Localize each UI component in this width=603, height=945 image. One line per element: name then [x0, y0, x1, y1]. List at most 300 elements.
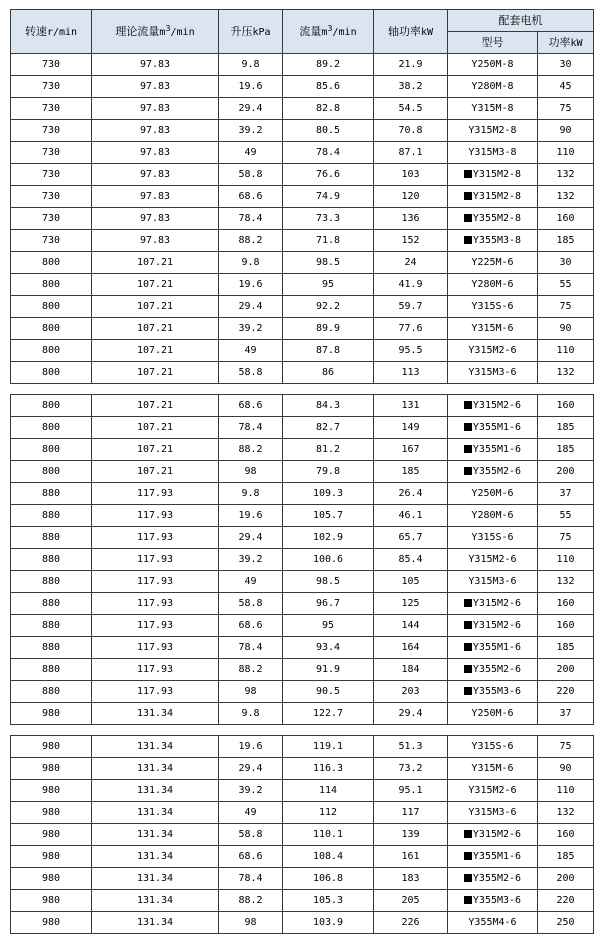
cell-pressure: 39.2: [219, 318, 283, 340]
cell-motor-model: [448, 758, 538, 780]
cell-theoretical-flow: 97.83: [92, 164, 219, 186]
table-row: [11, 417, 594, 439]
motor-model-text: Y315M-8: [471, 102, 514, 114]
cell-motor-model: [448, 296, 538, 318]
cell-speed: 800: [11, 296, 92, 318]
cell-pressure: 9.8: [219, 252, 283, 274]
cell-pressure: 98: [219, 461, 283, 483]
motor-model-text: Y355M2-6: [472, 872, 522, 884]
cell-flow: 106.8: [283, 868, 374, 890]
cell-speed: 880: [11, 659, 92, 681]
cell-theoretical-flow: 97.83: [92, 120, 219, 142]
motor-model-text: Y250M-6: [471, 707, 514, 719]
cell-motor-power: 185: [538, 846, 594, 868]
table-row: [11, 549, 594, 571]
cell-motor-model: [448, 98, 538, 120]
cell-pressure: 9.8: [219, 483, 283, 505]
cell-flow: 103.9: [283, 912, 374, 934]
cell-shaft-power: 70.8: [374, 120, 448, 142]
cell-shaft-power: 73.2: [374, 758, 448, 780]
motor-model-text: Y355M4-6: [468, 916, 517, 928]
cell-shaft-power: 167: [374, 439, 448, 461]
cell-speed: 980: [11, 890, 92, 912]
cell-speed: 730: [11, 98, 92, 120]
cell-speed: 980: [11, 703, 92, 725]
motor-model-text: Y355M3-6: [472, 894, 522, 906]
cell-speed: 880: [11, 527, 92, 549]
table-row: [11, 120, 594, 142]
cell-speed: 880: [11, 505, 92, 527]
cell-flow: 79.8: [283, 461, 374, 483]
cell-motor-model: [448, 912, 538, 934]
cell-motor-model: [448, 637, 538, 659]
cell-speed: 730: [11, 164, 92, 186]
cell-motor-model: [448, 461, 538, 483]
black-square-marker-icon: [464, 214, 472, 222]
table-row: [11, 758, 594, 780]
motor-model-text: Y315M2-8: [472, 190, 522, 202]
table-row: [11, 824, 594, 846]
table-row: [11, 681, 594, 703]
cell-flow: 110.1: [283, 824, 374, 846]
table-row: [11, 296, 594, 318]
cell-theoretical-flow: 97.83: [92, 76, 219, 98]
cell-speed: 980: [11, 736, 92, 758]
table-row: [11, 802, 594, 824]
cell-pressure: 49: [219, 571, 283, 593]
cell-flow: 82.7: [283, 417, 374, 439]
cell-motor-power: 132: [538, 186, 594, 208]
motor-model-text: Y280M-8: [471, 80, 514, 92]
cell-theoretical-flow: 97.83: [92, 230, 219, 252]
motor-model-text: Y315M2-6: [472, 619, 522, 631]
motor-model-text: Y355M2-6: [472, 465, 522, 477]
table-row: [11, 571, 594, 593]
cell-shaft-power: 125: [374, 593, 448, 615]
cell-motor-model: [448, 186, 538, 208]
motor-model-text: Y355M2-8: [472, 212, 522, 224]
header-motor: 配套电机: [448, 10, 594, 32]
cell-theoretical-flow: 117.93: [92, 593, 219, 615]
cell-speed: 880: [11, 571, 92, 593]
cell-flow: 74.9: [283, 186, 374, 208]
cell-theoretical-flow: 107.21: [92, 362, 219, 384]
cell-motor-power: 75: [538, 527, 594, 549]
motor-model-text: Y315M2-6: [468, 784, 517, 796]
cell-theoretical-flow: 97.83: [92, 54, 219, 76]
cell-motor-model: [448, 318, 538, 340]
cell-shaft-power: 139: [374, 824, 448, 846]
cell-motor-model: [448, 76, 538, 98]
cell-speed: 800: [11, 439, 92, 461]
cell-theoretical-flow: 117.93: [92, 681, 219, 703]
cell-flow: 76.6: [283, 164, 374, 186]
cell-motor-power: 160: [538, 824, 594, 846]
cell-pressure: 9.8: [219, 703, 283, 725]
cell-theoretical-flow: 131.34: [92, 780, 219, 802]
cell-flow: 92.2: [283, 296, 374, 318]
motor-model-text: Y315M3-6: [468, 806, 517, 818]
cell-motor-power: 30: [538, 252, 594, 274]
cell-speed: 980: [11, 868, 92, 890]
cell-flow: 112: [283, 802, 374, 824]
cell-motor-power: 160: [538, 593, 594, 615]
cell-theoretical-flow: 117.93: [92, 571, 219, 593]
cell-shaft-power: 144: [374, 615, 448, 637]
cell-pressure: 68.6: [219, 846, 283, 868]
cell-flow: 93.4: [283, 637, 374, 659]
motor-model-text: Y355M1-6: [472, 850, 522, 862]
cell-pressure: 19.6: [219, 76, 283, 98]
cell-flow: 102.9: [283, 527, 374, 549]
cell-motor-model: [448, 527, 538, 549]
cell-motor-model: [448, 142, 538, 164]
cell-motor-power: 200: [538, 868, 594, 890]
table-row: [11, 659, 594, 681]
cell-speed: 800: [11, 417, 92, 439]
table-row: [11, 615, 594, 637]
motor-model-text: Y315M-6: [471, 762, 514, 774]
cell-flow: 84.3: [283, 395, 374, 417]
cell-motor-power: 132: [538, 571, 594, 593]
cell-motor-power: 185: [538, 417, 594, 439]
cell-motor-power: 185: [538, 439, 594, 461]
cell-motor-model: [448, 846, 538, 868]
cell-speed: 730: [11, 54, 92, 76]
cell-speed: 730: [11, 142, 92, 164]
cell-shaft-power: 29.4: [374, 703, 448, 725]
cell-pressure: 88.2: [219, 439, 283, 461]
cell-shaft-power: 87.1: [374, 142, 448, 164]
black-square-marker-icon: [464, 170, 472, 178]
cell-shaft-power: 161: [374, 846, 448, 868]
cell-speed: 880: [11, 615, 92, 637]
cell-motor-model: [448, 802, 538, 824]
cell-pressure: 19.6: [219, 736, 283, 758]
cell-flow: 82.8: [283, 98, 374, 120]
cell-motor-power: 110: [538, 142, 594, 164]
cell-shaft-power: 51.3: [374, 736, 448, 758]
cell-motor-power: 90: [538, 120, 594, 142]
cell-flow: 86: [283, 362, 374, 384]
cell-pressure: 19.6: [219, 505, 283, 527]
black-square-marker-icon: [464, 643, 472, 651]
black-square-marker-icon: [464, 445, 472, 453]
cell-speed: 880: [11, 681, 92, 703]
cell-motor-model: [448, 593, 538, 615]
cell-speed: 800: [11, 362, 92, 384]
cell-flow: 73.3: [283, 208, 374, 230]
cell-theoretical-flow: 131.34: [92, 824, 219, 846]
cell-shaft-power: 24: [374, 252, 448, 274]
cell-motor-model: [448, 703, 538, 725]
cell-motor-model: [448, 549, 538, 571]
cell-motor-power: 90: [538, 758, 594, 780]
cell-flow: 105.3: [283, 890, 374, 912]
motor-model-text: Y250M-8: [471, 58, 514, 70]
cell-theoretical-flow: 107.21: [92, 340, 219, 362]
cell-pressure: 78.4: [219, 208, 283, 230]
cell-speed: 730: [11, 186, 92, 208]
cell-shaft-power: 77.6: [374, 318, 448, 340]
table-row: [11, 252, 594, 274]
cell-flow: 90.5: [283, 681, 374, 703]
black-square-marker-icon: [464, 896, 472, 904]
cell-motor-model: [448, 164, 538, 186]
cell-motor-power: 90: [538, 318, 594, 340]
cell-speed: 800: [11, 318, 92, 340]
motor-model-text: Y280M-6: [471, 509, 514, 521]
cell-shaft-power: 54.5: [374, 98, 448, 120]
header-pressure: 升压kPa: [219, 10, 283, 54]
cell-shaft-power: 59.7: [374, 296, 448, 318]
cell-theoretical-flow: 117.93: [92, 549, 219, 571]
cell-flow: 87.8: [283, 340, 374, 362]
cell-speed: 980: [11, 758, 92, 780]
table-row: [11, 186, 594, 208]
cell-pressure: 39.2: [219, 780, 283, 802]
cell-flow: 96.7: [283, 593, 374, 615]
cell-motor-power: 160: [538, 615, 594, 637]
cell-pressure: 68.6: [219, 186, 283, 208]
table-row: [11, 703, 594, 725]
cell-motor-model: [448, 483, 538, 505]
cell-speed: 980: [11, 802, 92, 824]
cell-shaft-power: 136: [374, 208, 448, 230]
black-square-marker-icon: [464, 192, 472, 200]
cell-theoretical-flow: 131.34: [92, 912, 219, 934]
cell-motor-model: [448, 439, 538, 461]
cell-flow: 89.9: [283, 318, 374, 340]
cell-shaft-power: 152: [374, 230, 448, 252]
motor-model-text: Y315M2-8: [468, 124, 517, 136]
cell-pressure: 78.4: [219, 868, 283, 890]
cell-motor-power: 110: [538, 340, 594, 362]
cell-theoretical-flow: 117.93: [92, 483, 219, 505]
cell-motor-model: [448, 736, 538, 758]
table-row: [11, 362, 594, 384]
cell-theoretical-flow: 107.21: [92, 439, 219, 461]
cell-pressure: 9.8: [219, 54, 283, 76]
cell-motor-power: 132: [538, 362, 594, 384]
black-square-marker-icon: [464, 874, 472, 882]
cell-pressure: 88.2: [219, 659, 283, 681]
cell-motor-power: 185: [538, 637, 594, 659]
cell-flow: 122.7: [283, 703, 374, 725]
motor-model-text: Y315M2-8: [472, 168, 522, 180]
cell-shaft-power: 185: [374, 461, 448, 483]
cell-shaft-power: 65.7: [374, 527, 448, 549]
cell-flow: 78.4: [283, 142, 374, 164]
cell-shaft-power: 38.2: [374, 76, 448, 98]
cell-speed: 800: [11, 395, 92, 417]
cell-speed: 980: [11, 846, 92, 868]
table-row: [11, 439, 594, 461]
cell-flow: 91.9: [283, 659, 374, 681]
cell-motor-power: 75: [538, 98, 594, 120]
cell-shaft-power: 85.4: [374, 549, 448, 571]
table-row: [11, 780, 594, 802]
cell-theoretical-flow: 131.34: [92, 736, 219, 758]
cell-motor-model: [448, 120, 538, 142]
cell-pressure: 98: [219, 912, 283, 934]
black-square-marker-icon: [464, 830, 472, 838]
cell-flow: 95: [283, 615, 374, 637]
cell-shaft-power: 105: [374, 571, 448, 593]
black-square-marker-icon: [464, 236, 472, 244]
cell-speed: 980: [11, 912, 92, 934]
cell-shaft-power: 26.4: [374, 483, 448, 505]
table-row: [11, 76, 594, 98]
table-row: [11, 98, 594, 120]
cell-motor-model: [448, 395, 538, 417]
cell-motor-model: [448, 780, 538, 802]
cell-motor-model: [448, 615, 538, 637]
cell-pressure: 98: [219, 681, 283, 703]
black-square-marker-icon: [464, 467, 472, 475]
cell-motor-model: [448, 340, 538, 362]
cell-motor-power: 37: [538, 703, 594, 725]
cell-motor-power: 220: [538, 890, 594, 912]
cell-theoretical-flow: 131.34: [92, 846, 219, 868]
cell-pressure: 29.4: [219, 296, 283, 318]
cell-motor-power: 30: [538, 54, 594, 76]
cell-theoretical-flow: 107.21: [92, 417, 219, 439]
motor-model-text: Y315M3-6: [468, 366, 517, 378]
cell-flow: 89.2: [283, 54, 374, 76]
cell-theoretical-flow: 117.93: [92, 527, 219, 549]
header-flow: 流量$m^3/\min$: [283, 10, 374, 54]
cell-theoretical-flow: 107.21: [92, 395, 219, 417]
black-square-marker-icon: [464, 423, 472, 431]
table-row: [11, 142, 594, 164]
cell-motor-model: [448, 252, 538, 274]
cell-pressure: 58.8: [219, 593, 283, 615]
black-square-marker-icon: [464, 687, 472, 695]
cell-theoretical-flow: 131.34: [92, 890, 219, 912]
black-square-marker-icon: [464, 852, 472, 860]
cell-flow: 98.5: [283, 571, 374, 593]
motor-model-text: Y315M2-6: [468, 344, 517, 356]
data-table-3: [10, 735, 594, 934]
cell-speed: 800: [11, 274, 92, 296]
cell-motor-power: 200: [538, 659, 594, 681]
cell-flow: 105.7: [283, 505, 374, 527]
table-row: [11, 505, 594, 527]
cell-motor-model: [448, 824, 538, 846]
motor-model-text: Y315M2-6: [472, 399, 522, 411]
motor-model-text: Y355M1-6: [472, 641, 522, 653]
cell-theoretical-flow: 117.93: [92, 637, 219, 659]
cell-shaft-power: 113: [374, 362, 448, 384]
table-row: [11, 868, 594, 890]
cell-pressure: 29.4: [219, 98, 283, 120]
cell-speed: 980: [11, 780, 92, 802]
header-model: 型号: [448, 32, 538, 54]
cell-motor-model: [448, 890, 538, 912]
cell-shaft-power: 183: [374, 868, 448, 890]
cell-shaft-power: 149: [374, 417, 448, 439]
cell-pressure: 68.6: [219, 395, 283, 417]
cell-theoretical-flow: 97.83: [92, 98, 219, 120]
cell-motor-power: 110: [538, 549, 594, 571]
cell-speed: 730: [11, 120, 92, 142]
cell-pressure: 68.6: [219, 615, 283, 637]
motor-model-text: Y355M2-6: [472, 663, 522, 675]
cell-pressure: 39.2: [219, 549, 283, 571]
cell-flow: 109.3: [283, 483, 374, 505]
cell-shaft-power: 205: [374, 890, 448, 912]
table-row: [11, 593, 594, 615]
cell-theoretical-flow: 97.83: [92, 208, 219, 230]
cell-pressure: 88.2: [219, 890, 283, 912]
cell-speed: 730: [11, 208, 92, 230]
table-row: [11, 208, 594, 230]
cell-speed: 730: [11, 230, 92, 252]
motor-model-text: Y315S-6: [471, 740, 514, 752]
cell-flow: 95: [283, 274, 374, 296]
table-row: [11, 54, 594, 76]
cell-motor-model: [448, 208, 538, 230]
cell-pressure: 78.4: [219, 637, 283, 659]
table-row: [11, 527, 594, 549]
cell-motor-power: 160: [538, 395, 594, 417]
table-row: [11, 230, 594, 252]
cell-flow: 71.8: [283, 230, 374, 252]
table-row: [11, 274, 594, 296]
cell-shaft-power: 120: [374, 186, 448, 208]
cell-motor-power: 185: [538, 230, 594, 252]
cell-shaft-power: 164: [374, 637, 448, 659]
cell-shaft-power: 21.9: [374, 54, 448, 76]
black-square-marker-icon: [464, 599, 472, 607]
motor-model-text: Y355M1-6: [472, 421, 522, 433]
cell-speed: 730: [11, 76, 92, 98]
table-row: [11, 912, 594, 934]
table-row: [11, 483, 594, 505]
cell-motor-model: [448, 571, 538, 593]
cell-motor-power: 55: [538, 274, 594, 296]
motor-model-text: Y355M1-6: [472, 443, 522, 455]
motor-model-text: Y315M3-8: [468, 146, 517, 158]
table-row: [11, 340, 594, 362]
cell-shaft-power: 184: [374, 659, 448, 681]
cell-pressure: 29.4: [219, 758, 283, 780]
cell-motor-power: 55: [538, 505, 594, 527]
cell-pressure: 49: [219, 802, 283, 824]
motor-model-text: Y225M-6: [471, 256, 514, 268]
cell-speed: 880: [11, 637, 92, 659]
cell-shaft-power: 95.5: [374, 340, 448, 362]
motor-model-text: Y315S-6: [471, 531, 514, 543]
cell-theoretical-flow: 107.21: [92, 461, 219, 483]
cell-motor-model: [448, 505, 538, 527]
cell-pressure: 39.2: [219, 120, 283, 142]
cell-motor-power: 200: [538, 461, 594, 483]
motor-model-text: Y315M-6: [471, 322, 514, 334]
motor-model-text: Y280M-6: [471, 278, 514, 290]
cell-theoretical-flow: 117.93: [92, 659, 219, 681]
cell-motor-power: 37: [538, 483, 594, 505]
cell-motor-model: [448, 230, 538, 252]
cell-flow: 100.6: [283, 549, 374, 571]
cell-flow: 81.2: [283, 439, 374, 461]
cell-shaft-power: 46.1: [374, 505, 448, 527]
cell-motor-power: 75: [538, 736, 594, 758]
cell-theoretical-flow: 131.34: [92, 758, 219, 780]
cell-motor-power: 75: [538, 296, 594, 318]
cell-motor-power: 160: [538, 208, 594, 230]
